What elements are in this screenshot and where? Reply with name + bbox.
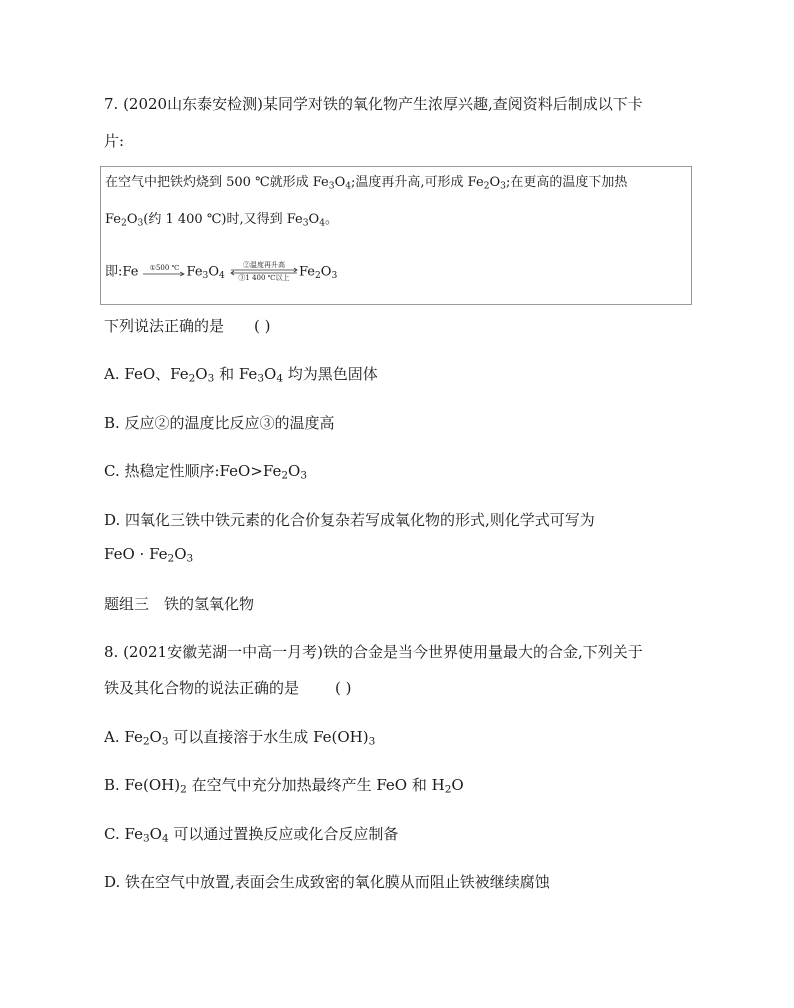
section-title: 题组三 铁的氢氧化物 xyxy=(104,595,255,613)
q8-option-d: D. 铁在空气中放置,表面会生成致密的氧化膜从而阻止铁被继续腐蚀 xyxy=(104,873,550,891)
q7-question: 下列说法正确的是 ( ) xyxy=(104,317,271,335)
arrow2-top-label: ②温度再升高 xyxy=(242,261,285,269)
equilibrium-arrow-icon xyxy=(229,261,299,283)
q8-stem-line1: 8. (2021安徽芜湖一中高一月考)铁的合金是当今世界使用量最大的合金,下列关于 xyxy=(104,643,643,661)
q8-option-a: A. $Fe_2O_3$ 可以直接溶于水生成 $Fe(OH)_3$ xyxy=(104,728,376,748)
arrow2-bottom-label: ③1 400 ℃以上 xyxy=(238,274,290,282)
card-line2: $Fe_2O_3$(约 1 400 ℃)时,又得到 $Fe_3O_4$。 xyxy=(105,212,338,229)
right-arrow-icon xyxy=(143,265,187,279)
q7-option-d: D. 四氧化三铁中铁元素的化合价复杂若写成氧化物的形式,则化学式可写为 xyxy=(104,511,595,529)
q7-option-b: B. 反应②的温度比反应③的温度高 xyxy=(104,414,335,432)
arrow-reaction-1 xyxy=(143,265,187,279)
q8-option-b: B. $Fe(OH)_2$ 在空气中充分加热最终产生 FeO 和 $H_2O$ xyxy=(104,776,464,796)
arrow1-label: ①500 ℃ xyxy=(149,264,180,272)
q7-option-a: A. FeO、$Fe_2O_3$ 和 $Fe_3O_4$ 均为黑色固体 xyxy=(104,365,378,385)
q8-stem-line2: 铁及其化合物的说法正确的是 ( ) xyxy=(104,679,352,697)
q7-stem-line1: 7. (2020山东泰安检测)某同学对铁的氧化物产生浓厚兴趣,查阅资料后制成以下卡 xyxy=(104,95,643,113)
q7-stem-line2: 片: xyxy=(104,132,125,150)
arrow-reaction-2-3 xyxy=(229,261,299,283)
q7-option-d-formula: FeO · $Fe_2O_3$ xyxy=(104,545,194,565)
card-reaction-line: 即:Fe ①500 ℃ $Fe_3O_4$ ②温度再升高 ③1 400 ℃以上 $Fe_2O_3$ xyxy=(105,261,338,282)
q7-option-c: C. 热稳定性顺序$:FeO>Fe_2O_3$ xyxy=(104,462,308,482)
info-card xyxy=(100,166,692,305)
q8-option-c: C. $Fe_3O_4$ 可以通过置换反应或化合反应制备 xyxy=(104,825,399,845)
card-line1: 在空气中把铁灼烧到 500 ℃就形成 $Fe_3O_4$;温度再升高,可形成 $Fe_2O_3$;在更高的温度下加热 xyxy=(105,175,628,192)
